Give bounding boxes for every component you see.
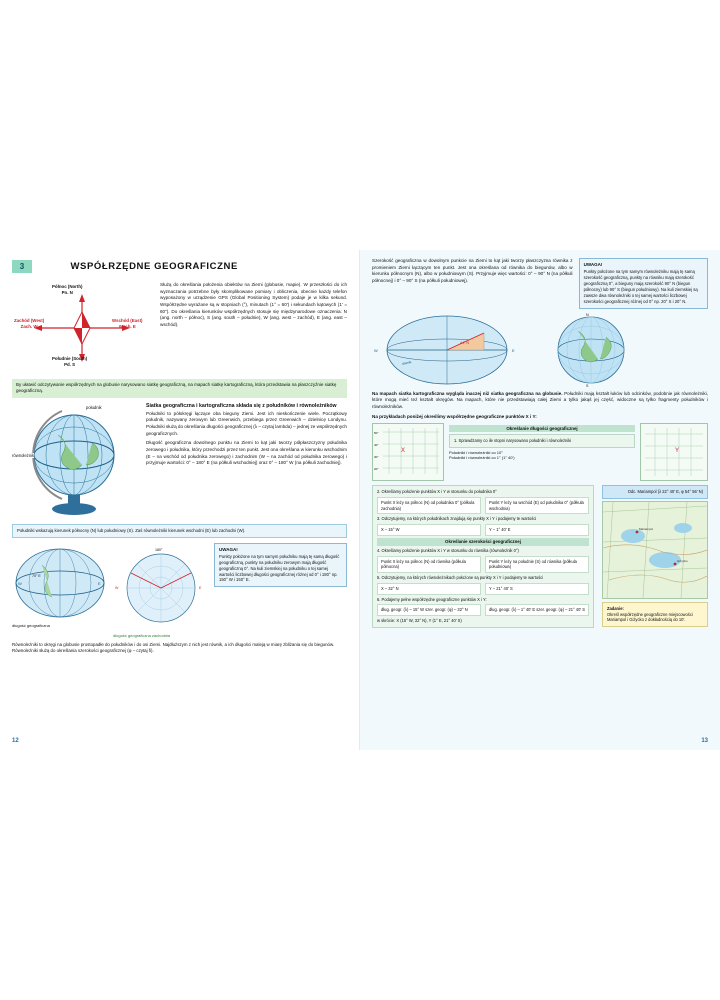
intro-paragraph: Służą do określania położenia obiektów na Ziemi (globusie, mapie). W przeszłości do ich wyznaczania potrzebne były skomplikowane pomiary i obliczenia, obecnie każdy telefon wyposażony w urządzenie GPS (Global Positioning System) podaje je w kilka sekund. Współrzędne wyrażane są w stopniach (°), minutach (1° = 60') i sekundach kątowych (1' = 60"). Do określania kierunków współrzędnych stosuje się międzynarodowe oznaczenia: N (ang. north – północ), S (ang. south – południe), W (ang. west – zachód), E (ang. east – wschód).: [160, 282, 347, 327]
page-title: WSPÓŁRZĘDNE GEOGRAFICZNE: [70, 261, 238, 273]
step-3-x: X – 15° W: [377, 524, 481, 536]
globe-caption-callout: Południki wskazują kierunek północny (N) lub południowy (S). Zaś równoleżniki kierunek wschodni (E) lub zachodni (W).: [12, 524, 347, 538]
svg-text:180°: 180°: [155, 547, 163, 552]
left-page: [0, 250, 360, 750]
svg-text:X: X: [401, 448, 406, 455]
right-intro-section: [372, 258, 708, 309]
hemisphere-icon: [12, 543, 108, 623]
svg-text:E: E: [98, 580, 101, 586]
step-2-y: Punkt Y leży na wschód (E) od południka 0° (półkula wschodnia): [485, 497, 589, 514]
map-coordinates-label: Odc. Mariampol (λ 22° 40' E, φ 54° 56' N): [602, 485, 708, 499]
longitude-method-heading: Określanie długości geograficznej: [449, 425, 635, 432]
green-highlight-band: By ułatwić odczytywanie współrzędnych na globusie narysowano siatkę geograficzną, na mapach siatkę kartograficzną, która przedstawia na płaszczyźnie siatkę geograficzną.: [12, 379, 347, 398]
meridian-paragraph: Południki to półokręgi łączące oba bieguny Ziemi. Jest ich nieskończenie wiele. Początkowy południk, nazywany zerowym lub Greenwich, przebiega przez Greenwich – dzielnicę Londynu. Południki służą do określania długości geograficznej (λ – czytaj lambda) – jednej ze współrzędnych geograficznych.: [146, 410, 347, 436]
svg-text:E: E: [199, 585, 202, 590]
textbook-spread: [0, 250, 720, 750]
uwaga-title-right: UWAGA!: [583, 262, 603, 267]
svg-text:30°: 30°: [374, 455, 379, 460]
grid-x-figure: [372, 423, 444, 481]
svg-text:Giżycko: Giżycko: [677, 558, 688, 563]
hemisphere-caption: długość geograficzna: [12, 622, 50, 628]
right-intro-paragraph: Szerokość geograficzna w dowolnym punkcie na Ziemi to kąt jaki tworzy płaszczyzna równika z promieniem Ziemi łączącym ten punkt. Jest ona określana od równika do biegunów, albo w kierunku północnym (N), albo w południowym (S). Przyjmuje więc wartości: 0° – 90° N (na półkuli północnej) i 0° – 90° S (na półkuli południowej).: [372, 258, 573, 283]
page-number-right: 13: [701, 738, 708, 744]
step-5: 5. Odczytujemy, na których równoleżnikach położone są punkty X i Y i podajemy te wartości: [377, 575, 544, 581]
right-page: [360, 250, 720, 750]
task-box: [602, 602, 708, 627]
svg-text:Y: Y: [675, 448, 680, 455]
grid-y-icon: [640, 423, 708, 481]
map-grid-paragraph: [372, 391, 708, 411]
svg-text:Mariampol: Mariampol: [639, 526, 654, 531]
steps-column: [372, 485, 594, 628]
page-number-left: 12: [12, 738, 19, 744]
polar-diagram-west-label: długość geograficzna zachodnia: [113, 632, 171, 638]
step-4-x: Punkt X leży na północ (N) od równika (półkula północna): [377, 556, 481, 573]
globe-section: [12, 403, 347, 521]
grid-y-figure: [640, 423, 708, 481]
grid2-note: Południki i równoleżniki co 1° (1° 40'): [449, 454, 515, 460]
hemisphere-figure: [12, 543, 108, 638]
step-2: 2. Określamy położenie punktów X i Y w stosunku do południka 0°: [377, 489, 497, 495]
compass-north-label: Północ (North) Pn. N: [52, 284, 83, 295]
step-5-y: Y – 21° 40' S: [485, 583, 589, 595]
compass-west-label: Zachód (West) Zach. W: [14, 318, 45, 329]
svg-text:N: N: [586, 312, 589, 317]
uwaga-title: UWAGA!: [219, 546, 238, 552]
uwaga-text-right: Punkty położone na tym samym równoleżniku mają tę samą szerokość geograficzną, punkty na równiku mają szerokość geograficzną 0°, a bieguny mają szerokość 90° N (biegun północny) lub 90° S (biegun południowy). Na kuli ziemskiej są zawsze dwa równoleżniki o tej samej wartości liczbowej szerokości geograficznej różnej od 0° np. 20° S i 20° N.: [583, 269, 698, 304]
compass-east-label: Wschód (East) Wsch. E: [112, 318, 143, 329]
globe-meridian-label: południk: [86, 404, 102, 410]
svg-text:50°: 50°: [374, 431, 379, 436]
svg-text:44° N: 44° N: [460, 340, 470, 345]
step-5-x: X – 32° N: [377, 583, 481, 595]
globe-equator-label: równoleżnik: [12, 452, 35, 458]
longitude-step-1: 1. Sprawdzamy co ile stopni narysowano południki i równoleżniki: [449, 434, 635, 448]
task-text: Określ współrzędne geograficzne miejscowości Mariampol i Giżycko z dokładnością do 10'.: [607, 611, 693, 623]
map-grid-text: Południki mają kształt łuków lub odcinków, podobnie jak równoleżniki, które mogą mieć też kształt okręgów. Na mapach, które nie przedstawiają całej Ziemi a tylko jakąś jej część, widoczne są tylko fragmenty południków i równoleżników.: [372, 390, 708, 409]
svg-text:70° E: 70° E: [32, 573, 41, 578]
svg-text:S: S: [586, 383, 589, 387]
svg-text:20°: 20°: [374, 467, 379, 472]
longitude-paragraph: Długość geograficzna dowolnego punktu na Ziemi to kąt jaki tworzy półpłaszczyzny południka zerowego i południka, który przechodzi przez ten punkt. Jest ona określana w kierunku wschodnim (E – na wschód od południka zerowego) i zachodnim (W – na zachód od południka zerowego) i przyjmuje wartości: 0° – 180° E (na półkuli wschodniej) oraz 0° – 180° W (na półkuli zachodniej).: [146, 440, 347, 466]
step-6-short: w skrócie: X (15° W, 32° N), Y (1° E, 21° 40' S): [377, 617, 462, 623]
svg-text:E: E: [512, 347, 515, 353]
grid-heading: Siatka geograficzna i kartograficzna składa się z południków i równoleżników: [146, 402, 337, 409]
region-map-icon: [602, 501, 708, 599]
step-4-y: Punkt Y leży na południe (S) od równika (półkula południowa): [485, 556, 589, 573]
task-title: Zadanie:: [607, 605, 624, 611]
step-6-x: dług. geogr. (λ) – 15° W szer. geogr. (φ) – 32° N: [377, 604, 481, 616]
uwaga-text: Punkty położone na tym samym południku mają tę samą długość geograficzną, punkty na południku zerowym mają długość geograficzną 0°. Na kuli ziemskiej na południku o tej samej wartości liczbowej długości geograficznej różnej od 0° i 180° np. 150° W i 150° E.: [219, 553, 340, 583]
grid1-note: Południki i równoleżniki co 10°: [449, 449, 503, 455]
steps-and-map: [372, 485, 708, 628]
latitude-globe-icon: [372, 313, 522, 387]
longitude-diagrams: [12, 543, 347, 638]
map-grid-head: Na mapach siatka kartograficzna wygląda inaczej niż siatka geograficzna na globusie.: [372, 390, 563, 396]
earth-globe-icon: [528, 313, 654, 387]
footer-paragraph: Równoleżniki to okręgi na globusie prostopadłe do południków i do osi Ziemi. Najdłuższym z nich jest równik, a ich długości maleją w miarę zbliżania się do biegunów. Równoleżniki służą do określania szerokości geograficznej (φ – czytaj fi).: [12, 641, 335, 653]
globe-figure: [12, 403, 140, 521]
svg-text:40°: 40°: [374, 443, 379, 448]
uwaga-box-left: [214, 543, 347, 588]
examples-grids: [372, 423, 708, 481]
step-2-x: Punkt X leży na północ (N) od południka 0° (półkula zachodnia): [377, 497, 481, 514]
compass-south-label: Południe (South) Pd. S: [52, 356, 88, 367]
grid-x-icon: [372, 423, 444, 481]
step-3-y: Y – 1° 40' E: [485, 524, 589, 536]
uwaga-box-right: [579, 258, 708, 309]
svg-text:równik: równik: [401, 359, 412, 366]
polar-diagram: [113, 543, 209, 638]
examples-heading: Na przykładach poniżej określimy współrzędne geograficzne punktów X i Y:: [372, 413, 537, 419]
left-page-header: [12, 258, 347, 276]
svg-text:W: W: [115, 585, 119, 590]
chapter-number: 3: [12, 260, 32, 273]
latitude-method-heading: Określanie szerokości geograficznej: [377, 538, 589, 546]
latitude-figures: [372, 313, 708, 387]
globe-icon: [12, 403, 140, 521]
steps-box: [372, 485, 594, 628]
intro-section: [12, 282, 347, 374]
svg-text:W: W: [374, 347, 378, 353]
latitude-angle-figure: [372, 313, 522, 387]
latitude-globe-figure: [528, 313, 654, 387]
map-column: [602, 485, 708, 628]
svg-text:W: W: [18, 580, 22, 586]
step-3: 3. Odczytujemy, na których południkach znajdują się punkty X i Y i podajemy te wartości: [377, 516, 537, 522]
step-4: 4. Określamy położenie punktów X i Y w stosunku do równika (równoleżnik 0°): [377, 547, 519, 553]
step-6: 6. Podajemy pełne współrzędne geograficzne punktów X i Y:: [377, 596, 487, 602]
compass-figure: [12, 282, 152, 374]
step-6-y: dług. geogr. (λ) – 1° 40' E szer. geogr. (φ) – 21° 40' S: [485, 604, 589, 616]
polar-grid-icon: [113, 543, 209, 633]
